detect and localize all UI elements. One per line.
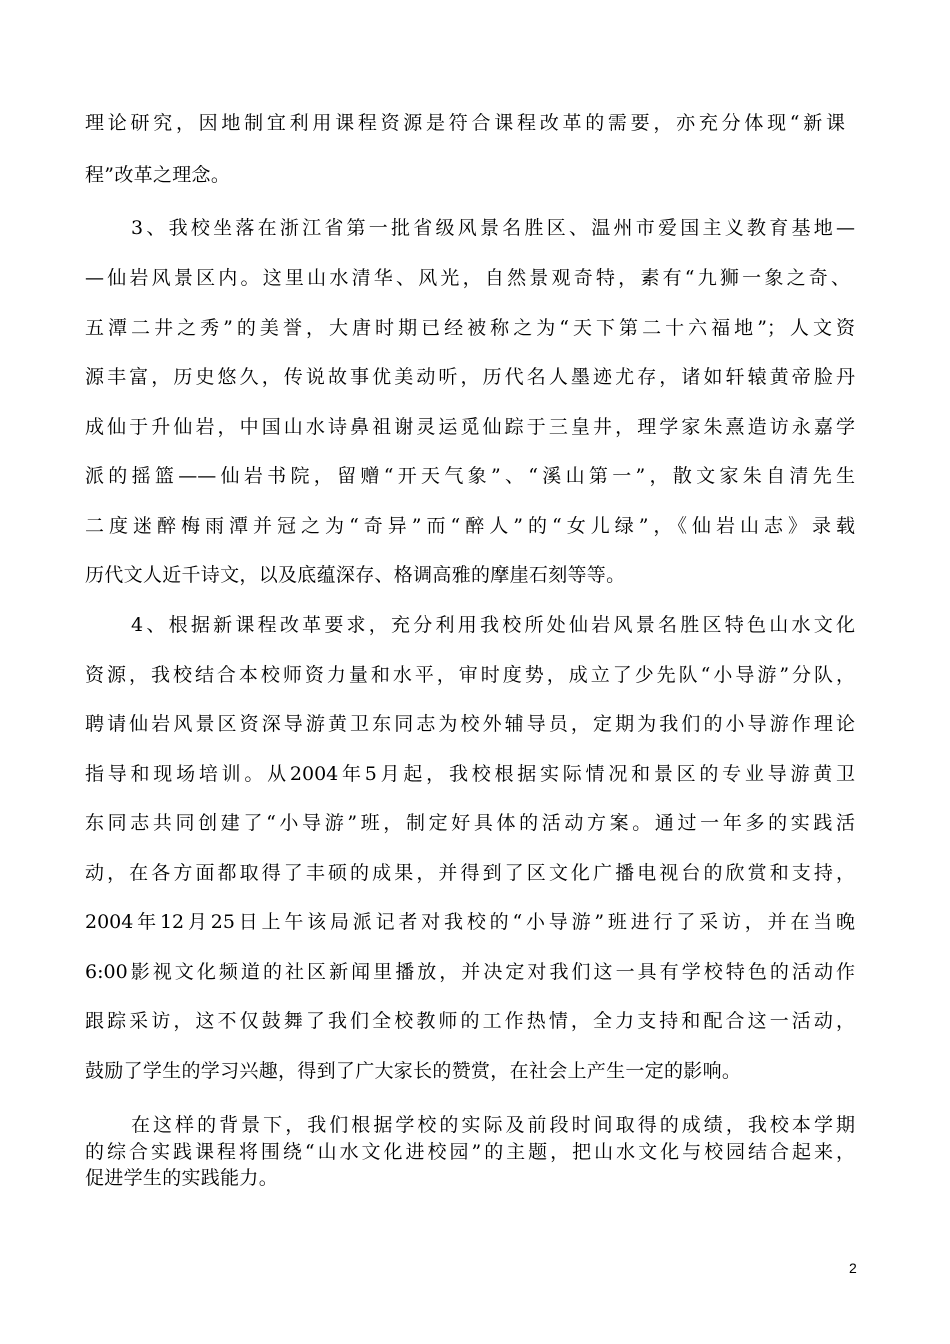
paragraph-1-line-2: 程”改革之理念。 <box>85 164 231 186</box>
paragraph-2-line-3: 五潭二井之秀”的美誉，大唐时期已经被称之为“天下第二十六福地”；人文资 <box>85 317 855 339</box>
paragraph-3-line-4: 指导和现场培训。从2004年5月起，我校根据实际情况和景区的专业导游黄卫 <box>85 763 855 785</box>
paragraph-2-line-4: 源丰富，历史悠久，传说故事优美动听，历代名人墨迹尤存，诸如轩辕黄帝脸丹 <box>85 366 855 388</box>
paragraph-3-line-5: 东同志共同创建了“小导游”班，制定好具体的活动方案。通过一年多的实践活 <box>85 812 855 834</box>
paragraph-2-line-6: 派的摇篮——仙岩书院，留赠“开天气象”、“溪山第一”，散文家朱自清先生 <box>85 465 855 487</box>
paragraph-3-line-6: 动，在各方面都取得了丰硕的成果，并得到了区文化广播电视台的欣赏和支持， <box>85 862 855 884</box>
paragraph-2-line-5: 成仙于升仙岩，中国山水诗鼻祖谢灵运觅仙踪于三皇井，理学家朱熹造访永嘉学 <box>85 416 855 438</box>
paragraph-3-line-2: 资源，我校结合本校师资力量和水平，审时度势，成立了少先队“小导游”分队， <box>85 664 855 686</box>
paragraph-2-line-8: 历代文人近千诗文，以及底蕴深存、格调高雅的摩崖石刻等等。 <box>85 564 626 586</box>
paragraph-3-line-9: 跟踪采访，这不仅鼓舞了我们全校教师的工作热情，全力支持和配合这一活动， <box>85 1010 855 1032</box>
paragraph-2-line-2: —仙岩风景区内。这里山水清华、风光，自然景观奇特，素有“九狮一象之奇、 <box>85 267 850 289</box>
paragraph-2-line-7: 二度迷醉梅雨潭并冠之为“奇异”而“醉人”的“女儿绿”，《仙岩山志》录载 <box>85 515 855 537</box>
paragraph-3-line-8: 6:00影视文化频道的社区新闻里播放，并决定对我们这一具有学校特色的活动作 <box>85 961 855 983</box>
paragraph-3-line-10: 鼓励了学生的学习兴趣，得到了广大家长的赞赏，在社会上产生一定的影响。 <box>85 1060 742 1082</box>
page-number: 2 <box>849 1260 857 1276</box>
paragraph-4-line-2: 的综合实践课程将围绕“山水文化进校园”的主题，把山水文化与校园结合起来， <box>85 1141 855 1163</box>
paragraph-3-line-7: 2004年12月25日上午该局派记者对我校的“小导游”班进行了采访，并在当晚 <box>85 911 855 933</box>
paragraph-1-line-1: 理论研究，因地制宜利用课程资源是符合课程改革的需要，亦充分体现“新课 <box>85 112 845 134</box>
paragraph-4-line-3: 促进学生的实践能力。 <box>85 1167 279 1189</box>
paragraph-2-line-1: 3、我校坐落在浙江省第一批省级风景名胜区、温州市爱国主义教育基地— <box>131 217 855 239</box>
paragraph-3-line-1: 4、根据新课程改革要求，充分利用我校所处仙岩风景名胜区特色山水文化 <box>131 614 855 636</box>
paragraph-3-line-3: 聘请仙岩风景区资深导游黄卫东同志为校外辅导员，定期为我们的小导游作理论 <box>85 713 855 735</box>
paragraph-4-line-1: 在这样的背景下，我们根据学校的实际及前段时间取得的成绩，我校本学期 <box>131 1114 855 1136</box>
